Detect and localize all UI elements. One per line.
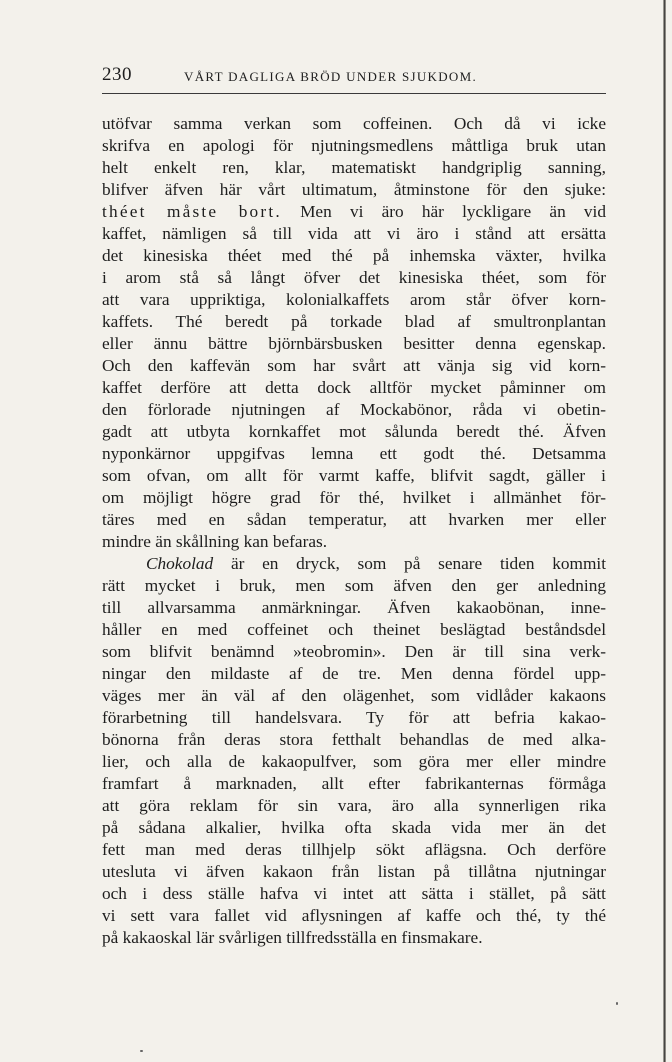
text-line: utöfvar samma verkan som coffeinen. Och då vi icke xyxy=(102,114,606,133)
header-rule xyxy=(102,93,606,94)
spaced-emphasis: théet måste bort. xyxy=(102,202,282,221)
text-line: utesluta vi äfven kakaon från listan på tillåtna njutningar xyxy=(102,862,606,881)
text-line: gadt att utbyta kornkaffet mot sålunda beredt thé. Äfven xyxy=(102,422,606,441)
text-line-rest: Men vi äro här lyckligare än vid xyxy=(300,202,606,221)
text-line: mindre än skållning kan befaras. xyxy=(102,532,328,551)
italic-term: Chokolad xyxy=(146,554,214,573)
text-line: framfart å marknaden, allt efter fabrikanternas förmåga xyxy=(102,774,606,793)
text-line xyxy=(102,201,606,223)
paper-speck xyxy=(140,1050,143,1052)
text-line: det kinesiska théet med thé på inhemska växter, hvilka xyxy=(102,246,606,265)
text-line xyxy=(102,553,606,575)
text-line: ningar den mildaste af de tre. Men denna fördel upp- xyxy=(102,664,606,683)
text-line: nyponkärnor uppgifvas lemna ett godt thé. Detsamma xyxy=(102,444,606,463)
text-line-rest: är en dryck, som på senare tiden kommit xyxy=(230,554,606,573)
text-line: bönorna från deras stora fetthalt behandlas de med alka- xyxy=(102,730,606,749)
text-line: på kakaoskal lär svårligen tillfredsställa en finsmakare. xyxy=(102,928,483,947)
page-header xyxy=(102,64,606,90)
text-line: vi sett vara fallet vid aflysningen af kaffe och thé, ty thé xyxy=(102,906,606,925)
running-title: VÅRT DAGLIGA BRÖD UNDER SJUKDOM. xyxy=(184,69,478,84)
text-line: Och den kaffevän som har svårt att vänja sig vid korn- xyxy=(102,356,606,375)
text-line: till allvarsamma anmärkningar. Äfven kakaobönan, inne- xyxy=(102,598,606,617)
text-line: den förlorade njutningen af Mockabönor, råda vi obetin- xyxy=(102,400,606,419)
text-line: och i dess ställe hafva vi intet att sätta i stället, på sätt xyxy=(102,884,606,903)
text-line: kaffet, nämligen så till vida att vi äro i stånd att ersätta xyxy=(102,224,606,243)
text-line: rätt mycket i bruk, men som äfven den ger anledning xyxy=(102,576,606,595)
text-line: kaffets. Thé beredt på torkade blad af smultronplantan xyxy=(102,312,606,331)
text-line: väges mer än väl af den olägenhet, som vidlåder kakaons xyxy=(102,686,606,705)
paper-speck xyxy=(616,1002,618,1005)
page-number: 230 xyxy=(102,64,132,85)
text-line: att göra reklam för sin vara, äro alla synnerligen rika xyxy=(102,796,606,815)
text-line: lier, och alla de kakaopulfver, som göra mer eller mindre xyxy=(102,752,606,771)
text-line: skrifva en apologi för njutningsmedlens måttliga bruk utan xyxy=(102,136,606,155)
text-line: täres med en sådan temperatur, att hvarken mer eller xyxy=(102,510,606,529)
text-line: på sådana alkalier, hvilka ofta skada vida mer än det xyxy=(102,818,606,837)
text-line: kaffet derföre att detta dock alltför mycket påminner om xyxy=(102,378,606,397)
text-line: att vara uppriktiga, kolonialkaffets arom står öfver korn- xyxy=(102,290,606,309)
body-text xyxy=(102,113,606,949)
text-line: i arom stå så långt öfver det kinesiska théet, som för xyxy=(102,268,606,287)
text-line: förarbetning till handelsvara. Ty för att befria kakao- xyxy=(102,708,606,727)
text-line: eller ännu bättre björnbärsbusken besitter denna egenskap. xyxy=(102,334,606,353)
text-line: fett man med deras tillhjelp sökt aflägsna. Och derföre xyxy=(102,840,606,859)
text-line: håller en med coffeinet och theinet beslägtad beståndsdel xyxy=(102,620,606,639)
text-line: som blifvit benämnd »teobromin». Den är till sina verk- xyxy=(102,642,606,661)
text-line: helt enkelt ren, klar, matematiskt handgriplig sanning, xyxy=(102,158,606,177)
text-line: blifver äfven här vårt ultimatum, åtminstone för den sjuke: xyxy=(102,180,606,199)
page-edge xyxy=(663,0,666,1062)
text-line: som ofvan, om allt för varmt kaffe, blifvit sagdt, gäller i xyxy=(102,466,606,485)
text-line: om möjligt högre grad för thé, hvilket i allmänhet för- xyxy=(102,488,606,507)
